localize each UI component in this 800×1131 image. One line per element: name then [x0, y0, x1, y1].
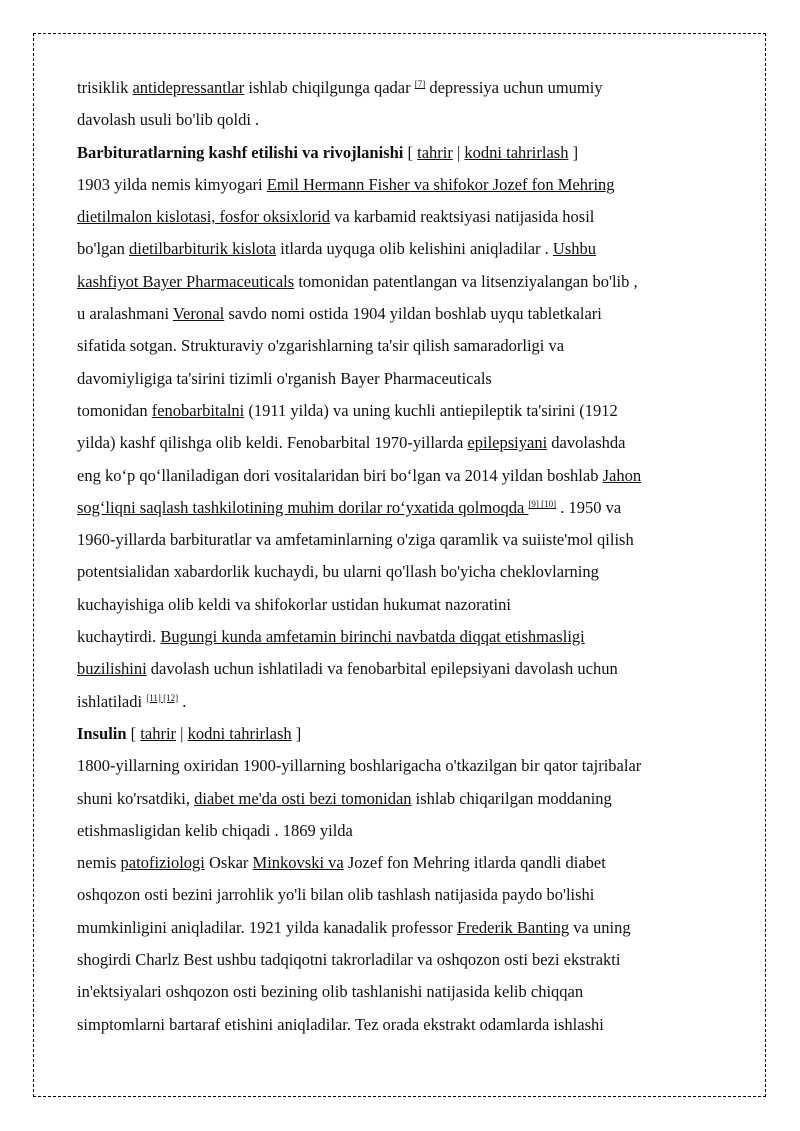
text-link[interactable]: epilepsiyani	[467, 433, 548, 453]
text-run: 1800-yillarning oxiridan 1900-yillarning boshlarigacha o'tkazilgan bir qator tajribalar	[77, 756, 642, 776]
text-link[interactable]: dietilmalon kislotasi, fosfor oksixlorid	[77, 207, 330, 227]
text-run: kuchayishiga olib keldi va shifokorlar ustidan hukumat nazoratini	[77, 594, 511, 614]
text-link[interactable]: kashfiyot Bayer Pharmaceuticals	[77, 271, 295, 291]
text-run: u aralashmani	[77, 304, 173, 324]
text-run: tomonidan	[77, 400, 152, 420]
section-heading: Insulin	[77, 723, 127, 743]
text-line	[77, 556, 727, 588]
text-run: etishmasligidan kelib chiqadi . 1869 yilda	[77, 820, 353, 840]
text-link[interactable]: buzilishini	[77, 659, 147, 679]
text-link[interactable]: diabet me'da osti bezi tomonidan	[194, 788, 412, 808]
text-run: shuni ko'rsatdiki,	[77, 788, 195, 808]
text-line	[77, 104, 727, 136]
text-run: nemis	[77, 853, 121, 873]
text-line	[77, 621, 727, 653]
text-line	[77, 783, 727, 815]
text-line	[77, 395, 727, 427]
text-run: tomonidan patentlangan va litsenziyalangan bo'lib ,	[294, 271, 638, 291]
text-line	[77, 169, 727, 201]
text-run: sifatida sotgan. Strukturaviy o'zgarishlarning ta'sir qilish samaradorligi va	[77, 336, 565, 356]
text-run: |	[452, 142, 465, 162]
citation-label: [11] [12]	[146, 692, 179, 703]
text-run: in'ektsiyalari oshqozon osti bezining olib tashlanishi natijasida kelib chiqqan	[77, 982, 584, 1002]
text-run: potentsialidan xabardorlik kuchaydi, bu ularni qo'llash bo'yicha cheklovlarning	[77, 562, 599, 582]
text-run: 1903 yilda nemis kimyogari	[77, 174, 267, 194]
text-line	[77, 653, 727, 685]
text-link[interactable]: Jahon	[602, 465, 642, 485]
text-line	[77, 944, 727, 976]
text-run: va karbamid reaktsiyasi natijasida hosil	[329, 207, 595, 227]
text-link[interactable]: kodni tahrirlash	[187, 723, 292, 743]
text-link[interactable]: sog‘liqni saqlash tashkilotining muhim dorilar ro‘yxatida qolmoqda	[77, 497, 529, 517]
document-body	[77, 72, 727, 1041]
text-line	[77, 1009, 727, 1041]
text-run: itlarda uyquga olib kelishini aniqladilar .	[276, 239, 553, 259]
text-run: Oskar	[204, 853, 253, 873]
text-link[interactable]: antidepressantlar	[132, 78, 245, 97]
text-line	[77, 718, 727, 750]
text-line	[77, 750, 727, 782]
text-run: kuchaytirdi.	[77, 627, 161, 647]
text-line	[77, 72, 727, 104]
text-run: ishlatiladi	[77, 691, 147, 711]
text-link[interactable]: Bugungi kunda amfetamin birinchi navbatda diqqat etishmasligi	[160, 627, 585, 647]
text-run: davolash usuli bo'lib qoldi .	[77, 110, 260, 130]
text-link[interactable]: dietilbarbiturik kislota	[129, 239, 277, 259]
text-link[interactable]: Minkovski va	[252, 853, 344, 873]
text-run: depressiya uchun umumiy	[425, 78, 603, 97]
text-run: .	[178, 691, 187, 711]
text-run: savdo nomi ostida 1904 yildan boshlab uyqu tabletkalari	[224, 304, 602, 324]
text-run: Jozef fon Mehring itlarda qandli diabet	[343, 853, 606, 873]
text-line	[77, 460, 727, 492]
text-run: eng ko‘p qo‘llaniladigan dori vositalaridan biri bo‘lgan va 2014 yildan boshlab	[77, 465, 603, 485]
text-run: va uning	[569, 917, 631, 937]
text-link[interactable]: Frederik Banting	[456, 917, 570, 937]
text-run: ishlab chiqilgunga qadar	[244, 78, 415, 97]
citation-ref[interactable]	[146, 693, 178, 703]
text-run: trisiklik	[77, 78, 133, 97]
text-run: 1960-yillarda barbituratlar va amfetaminlarning o'ziga qaramlik va suiiste'mol qilish	[77, 530, 634, 550]
text-line	[77, 686, 727, 718]
text-link[interactable]: Emil Hermann Fisher va shifokor Jozef fon Mehring	[266, 174, 615, 194]
text-line	[77, 201, 727, 233]
text-link[interactable]: patofiziologi	[120, 853, 205, 873]
text-line	[77, 847, 727, 879]
section-heading: Barbituratlarning kashf etilishi va rivojlanishi	[77, 142, 404, 162]
text-line	[77, 298, 727, 330]
citation-ref[interactable]	[528, 499, 556, 509]
text-run: bo'lgan	[77, 239, 130, 259]
text-line	[77, 815, 727, 847]
text-line	[77, 363, 727, 395]
text-link[interactable]: fenobarbitalni	[151, 400, 245, 420]
text-line	[77, 330, 727, 362]
text-line	[77, 524, 727, 556]
text-link[interactable]: tahrir	[140, 723, 177, 743]
text-link[interactable]: Veronal	[172, 304, 225, 324]
text-run: |	[176, 723, 188, 743]
text-run: yilda) kashf qilishga olib keldi. Fenobarbital 1970-yillarda	[77, 433, 468, 453]
text-run: . 1950 va	[556, 497, 622, 517]
text-line	[77, 879, 727, 911]
text-run: ]	[568, 142, 579, 162]
text-run: davomiyligiga ta'sirini tizimli o'rganish Bayer Pharmaceuticals	[77, 368, 492, 388]
text-line	[77, 492, 727, 524]
text-line	[77, 266, 727, 298]
text-line	[77, 427, 727, 459]
text-line	[77, 976, 727, 1008]
citation-label: [7]	[414, 79, 426, 89]
text-line	[77, 233, 727, 265]
text-run: davolash uchun ishlatiladi va fenobarbital epilepsiyani davolash uchun	[146, 659, 618, 679]
text-link[interactable]: Ushbu	[552, 239, 596, 259]
text-run: simptomlarni bartaraf etishini aniqladilar. Tez orada ekstrakt odamlarda ishlashi	[77, 1014, 604, 1034]
text-run: [	[403, 142, 418, 162]
text-run: (1911 yilda) va uning kuchli antiepileptik ta'sirini (1912	[244, 400, 618, 420]
text-link[interactable]: kodni tahrirlash	[464, 142, 569, 162]
text-line	[77, 589, 727, 621]
text-run: oshqozon osti bezini jarrohlik yo'li bilan olib tashlash natijasida paydo bo'lishi	[77, 885, 595, 905]
text-run: ishlab chiqarilgan moddaning	[411, 788, 612, 808]
text-link[interactable]: tahrir	[417, 142, 453, 162]
text-run: shogirdi Charlz Best ushbu tadqiqotni takrorladilar va oshqozon osti bezi ekstrakti	[77, 950, 621, 970]
text-run: ]	[291, 723, 302, 743]
text-line	[77, 137, 727, 169]
text-line	[77, 912, 727, 944]
text-run: davolashda	[547, 433, 626, 453]
text-run: mumkinligini aniqladilar. 1921 yilda kanadalik professor	[77, 917, 457, 937]
text-run: [	[126, 723, 141, 743]
citation-label: [9] [10]	[528, 498, 557, 509]
citation-ref[interactable]	[415, 79, 426, 89]
